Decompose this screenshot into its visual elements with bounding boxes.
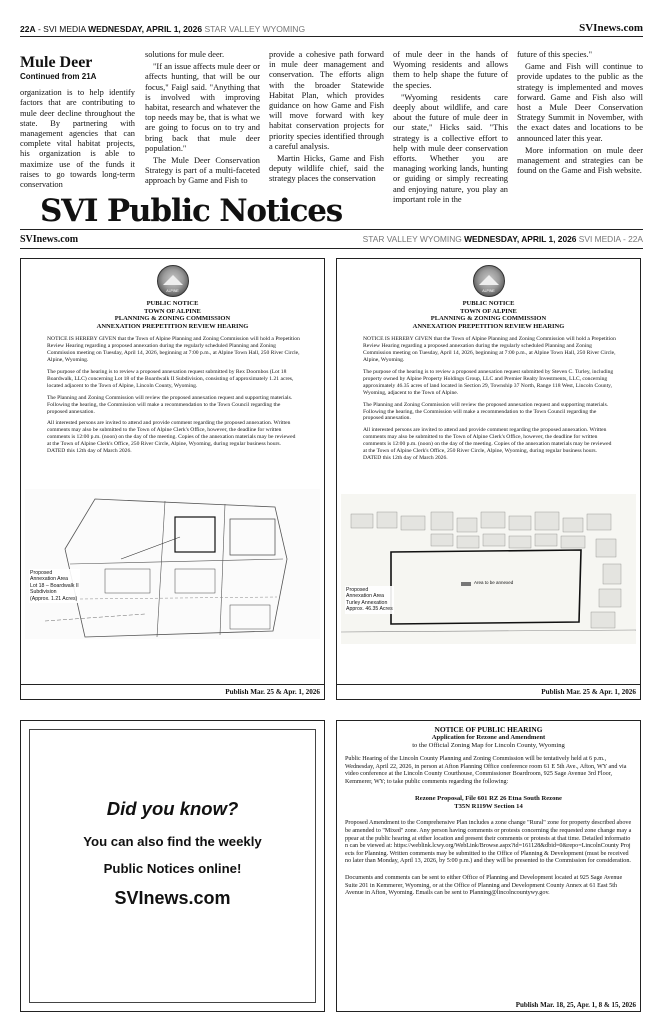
notice-paragraph: The purpose of the hearing is to review a proposed annexation request submitted by Steven C. Turley, including property owned by Alpine Property Holdings Group, LLC and Premier Realty Investments, LLC, concerning approximately 46.35 acres of land located in Section 29, Township 37 North, Range 118 West, Lincoln County, Wyoming, adjacent to the Town of Alpine. (363, 369, 614, 396)
article-paragraph: "If an issue affects mule deer or affects hunting, that will be our focus," Faigl said. "Anything that is involved with improving habitat, research and whatever the top needs may be, that is what we are going to focus on to try and bring back that mule deer population." (145, 62, 260, 153)
notice-paragraph: All interested persons are invited to attend and provide comment regarding the proposed annexation. Written comments may also be submitted to the Town of Alpine Clerk's Office, however, the deadline for written comments is 12:00 p.m. (noon) on the day of the meeting. Copies of the annexation materials may be reviewed at the Town of Alpine Clerk's Office, 250 River Circle, Alpine, Wyoming, during regular business hours. (363, 427, 612, 455)
online-notices-promo (20, 720, 325, 1012)
article-paragraph: of mule deer in the hands of Wyoming residents and allows them to help shape the future of the species. (393, 50, 508, 90)
rezone-paragraph: Public Hearing of the Lincoln County Planning and Zoning Commission will be tentatively held at 6 p.m., Wednesday, April 22, 2026, in person at Afton Planning Office conference room 61 E 5th Ave., Afton, WY and via video conference at the Lincoln County Courthouse, Commissioner Boardroom, 925 Sage Avenue 3rd Floor, Kemmerer, WY; to take public comments regarding the following: (345, 756, 627, 785)
region-name: STAR VALLEY WYOMING (204, 24, 306, 34)
masthead-rule (20, 229, 643, 230)
masthead-right (363, 234, 643, 244)
masthead-paper-page: SVI MEDIA - 22A (578, 234, 643, 244)
map-label: Proposed Annexation Area Turley Annexation Approx. 46.35 Acres (346, 587, 393, 613)
plat-map-drawing (25, 489, 320, 639)
article-paragraph: solutions for mule deer. (145, 50, 225, 59)
continued-note: Continued from 21A (20, 72, 97, 81)
parcel-map-drawing (341, 494, 636, 644)
article-paragraph: future of this species." (517, 50, 593, 59)
article-paragraph: The Mule Deer Conservation Strategy is part of a multi-faceted approach by Game and Fish to (145, 156, 260, 186)
masthead-date: WEDNESDAY, APRIL 1, 2026 (464, 234, 577, 244)
promo-site-link[interactable]: SVInews.com (114, 888, 231, 908)
notice-body (337, 336, 640, 462)
notice-body (21, 336, 324, 455)
paper-name: SVI MEDIA (43, 24, 86, 34)
annexation-map (341, 494, 636, 644)
article-col-2 (145, 50, 260, 189)
masthead-site[interactable]: SVInews.com (20, 233, 79, 245)
notice-title: PUBLIC NOTICE TOWN OF ALPINE PLANNING & ZONING COMMISSION ANNEXATION PREPETITION REVIEW HEARING (96, 300, 249, 330)
rezone-proposal: Rezone Proposal, File 601 RZ 26 Etna South Rezone T35N R119W Section 14 (415, 795, 562, 811)
article-headline: Mule Deer (20, 54, 93, 71)
notice-paragraph: NOTICE IS HEREBY GIVEN that the Town of Alpine Planning and Zoning Commission will hold a Prepetition Review Hearing regarding a proposed annexation during the regularly scheduled Planning and Zoning Commission meeting on Tuesday, April 14, 2026, beginning at 7:00 p.m., at Alpine Town Hall, 250 River Circle, Alpine, Wyoming. (363, 336, 616, 364)
article-paragraph: More information on mule deer management and strategies can be found on the Game and Fish website. (517, 145, 643, 176)
promo-inner-frame (29, 729, 316, 1003)
page-header (20, 14, 643, 37)
map-label: Proposed Annexation Area Lot 18 – Boardwalk II Subdivision (Approx. 1.21 Acres) (30, 570, 79, 602)
notice-dated: DATED this 12th day of March 2026. (363, 454, 448, 461)
site-link[interactable]: SVInews.com (579, 22, 643, 34)
rezone-subtitle-2: to the Official Zoning Map for Lincoln County, Wyoming (412, 742, 565, 749)
rezone-paragraph: Proposed Amendment to the Comprehensive Plan includes a zone change "Rural" zone for property described above be amended to "Mixed" zone. Any person having comments or protests concerning the requested zone change may appear at the public hearing at either location and present their comments or protests at that time. Detailed information can be viewed at: https://weblink.lcwy.org/WebLink/Browse.aspx?id=161128&dbid=0&repo=LincolnCounty Projects for Planning. Written comments may be submitted to the Office of Planning & Development (must be received no later than Monday, April 13, 2026, by 5:00 p.m.) and they will be presented to the Commission for consideration. (345, 820, 632, 865)
masthead-region: STAR VALLEY WYOMING (362, 234, 462, 244)
publish-rule (337, 684, 640, 685)
notice-rezone-hearing (336, 720, 641, 1012)
publish-dates: Publish Mar. 18, 25, Apr. 1, 8 & 15, 2026 (515, 1001, 636, 1009)
article-paragraph: Game and Fish will continue to provide updates to the public as the strategy is implemented and moves forward. Game and Fish also will host a Mule Deer Conservation Strategy Summit in November, with the exact dates and locations to be announced later this year. (517, 62, 643, 143)
notice-paragraph: NOTICE IS HEREBY GIVEN that the Town of Alpine Planning and Zoning Commission will hold a Prepetition Review Hearing regarding a proposed annexation during the regularly scheduled Planning and Zoning Commission meeting on Tuesday, April 14, 2026, beginning at 7:00 p.m., at Alpine Town Hall, 250 River Circle, Alpine, Wyoming. (47, 336, 300, 364)
article-paragraph: "Wyoming residents care deeply about wildlife, and care about the future of mule deer in our state," Hicks said. "This strategy is a collective effort to help with mule deer conservation efforts. Whether you are managing working lands, hunting or guiding or simply recreating and enjoying nature, you play an important role in the (393, 92, 508, 204)
notice-alpine-lot18 (20, 258, 325, 700)
rezone-body (337, 750, 640, 898)
annexation-map (25, 489, 320, 639)
town-seal-icon: ALPINE (473, 265, 505, 297)
article-paragraph: Martin Hicks, Game and Fish deputy wildlife chief, said the strategy places the conservation (269, 154, 384, 184)
notice-dated: DATED this 12th day of March 2026. (47, 448, 132, 455)
section-masthead: SVI Public Notices (40, 193, 343, 229)
article-col-1 (20, 50, 135, 192)
article-col-5 (517, 50, 643, 178)
notice-paragraph: The purpose of the hearing is to review a proposed annexation request submitted by Rex Doornbos (Lot 18 Boardwalk, LLC) concerning Lot 18 of the Boardwalk II Subdivision, consisting of approximately 1.21 acres, located adjacent to the Town of Alpine, Lincoln County, Wyoming. (47, 369, 294, 389)
rezone-paragraph: Documents and comments can be sent to either Office of Planning and Development located at 925 Sage Avenue Suite 201 in Kemmerer, Wyoming, or at the Office of Planning and Development County Annex at 61 East 5th Avenue in Afton, Wyoming. Emails can be sent to Planning@lincolncountywy.gov. (345, 874, 623, 897)
map-legend: Area to be annexed (474, 580, 514, 585)
issue-date: WEDNESDAY, APRIL 1, 2026 (88, 24, 203, 34)
promo-line-1: You can also find the weekly (83, 834, 262, 849)
promo-line-2: Public Notices online! (103, 861, 242, 876)
rezone-subtitle: Application for Rezone and Amendment (431, 734, 546, 741)
publish-dates: Publish Mar. 25 & Apr. 1, 2026 (225, 688, 320, 696)
publish-rule (21, 684, 324, 685)
article-col-4 (393, 50, 508, 207)
article-paragraph: organization is to help identify factors that are contributing to mule deer decline throughout the state. By partnering with management agencies that can complete vital habitat projects, his organization is able to maximize use of the funds it raises to go towards long-term conservation (20, 88, 135, 190)
rezone-title: NOTICE OF PUBLIC HEARING (434, 725, 543, 734)
article-col-3 (269, 50, 384, 187)
article-paragraph: provide a cohesive path forward in mule deer management and conservation. The efforts align with the broader Statewide Habitat Plan, which provides guidance on how Game and Fish will move forward with key habitat conservation projects for priority species identified through a careful analysis. (269, 50, 384, 151)
masthead-bar (20, 232, 643, 249)
notice-paragraph: All interested persons are invited to attend and provide comment regarding the proposed annexation. Written comments may also be submitted to the Town of Alpine Clerk's Office, however, the deadline for written comments is 12:00 p.m. (noon) on the day of the meeting. Copies of the annexation materials may be reviewed at the Town of Alpine Clerk's Office, 250 River Circle, Alpine, Wyoming, during regular business hours. (47, 420, 296, 448)
page-header-left: 22A - SVI MEDIA WEDNESDAY, APRIL 1, 2026 STAR VALLEY WYOMING (20, 24, 306, 34)
mule-deer-article (20, 50, 643, 204)
publish-dates: Publish Mar. 25 & Apr. 1, 2026 (541, 688, 636, 696)
notice-title: PUBLIC NOTICE TOWN OF ALPINE PLANNING & ZONING COMMISSION ANNEXATION PREPETITION REVIEW HEARING (412, 300, 565, 330)
notice-paragraph: The Planning and Zoning Commission will review the proposed annexation request and supporting materials. Following the hearing, the Commission will make a recommendation to the Town Council regarding the proposed annexation. (363, 401, 609, 422)
notice-paragraph: The Planning and Zoning Commission will review the proposed annexation request and supporting materials. Following the hearing, the Commission will make a recommendation to the Town Council regarding the proposed annexation. (47, 394, 293, 415)
promo-question: Did you know? (106, 798, 239, 819)
town-seal-icon: ALPINE (157, 265, 189, 297)
page-number: 22A (20, 24, 36, 34)
notice-alpine-turley (336, 258, 641, 700)
